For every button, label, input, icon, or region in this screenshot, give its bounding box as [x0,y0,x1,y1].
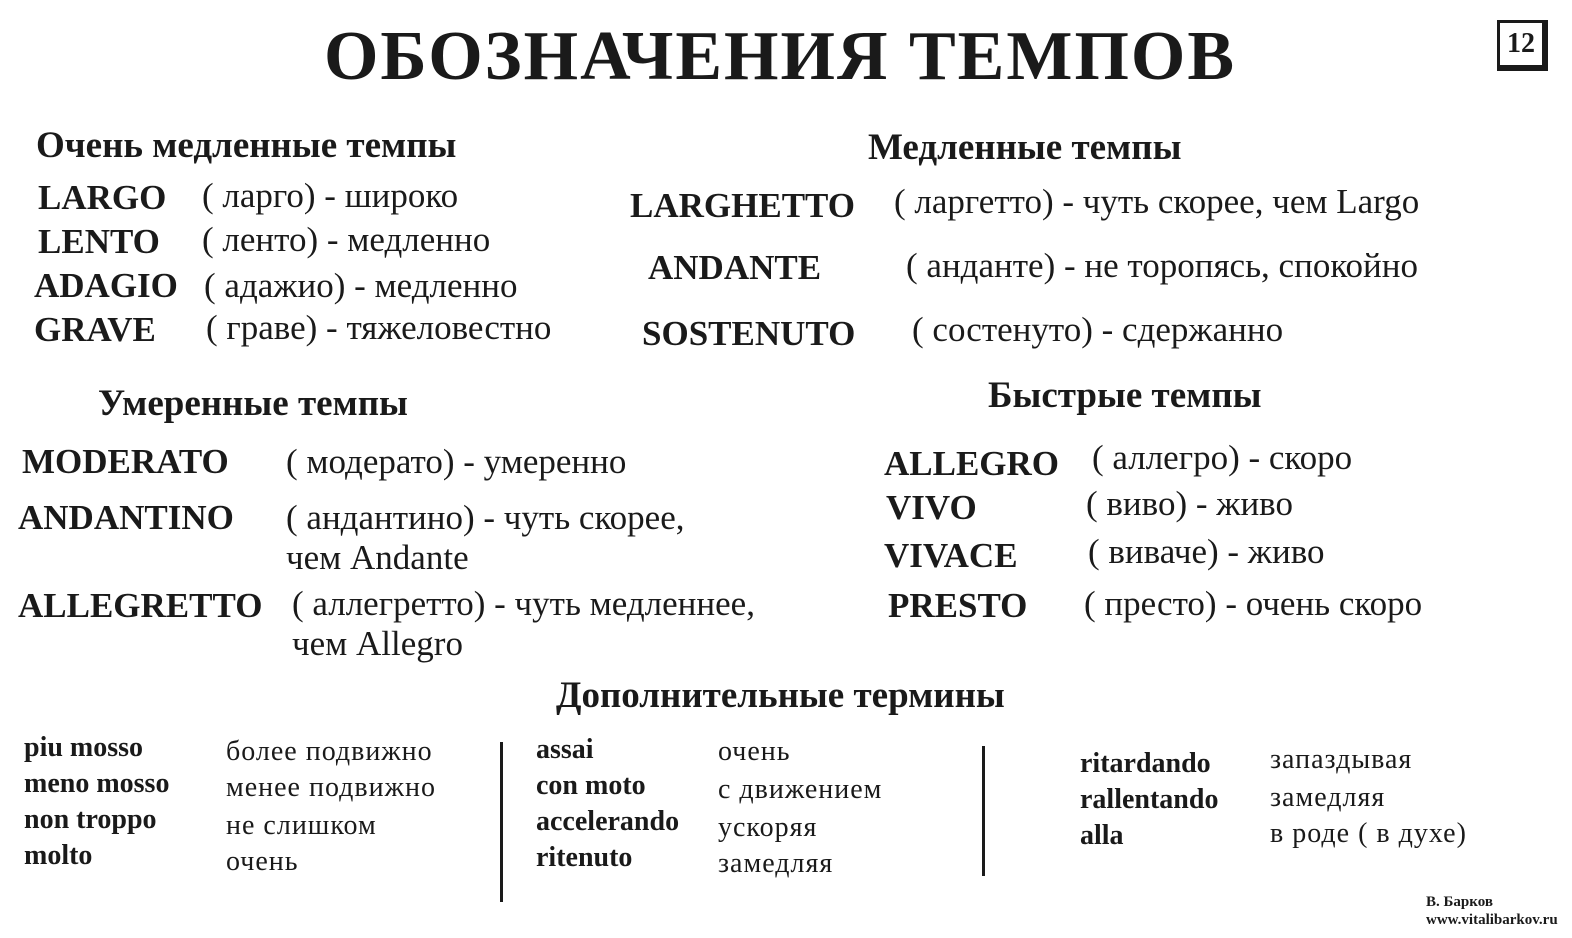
term-presto: PRESTO [888,586,1028,625]
term-moderato: MODERATO [22,442,229,481]
desc-allegro: ( аллегро) - скоро [1092,438,1353,477]
term-largo: LARGO [38,178,167,217]
desc-grave: ( граве) - тяжеловестно [206,308,552,347]
term-grave: GRAVE [34,310,156,349]
term-allegretto: ALLEGRETTO [18,586,263,625]
term-larghetto: LARGHETTO [630,186,855,225]
column-divider [982,746,985,876]
desc-largo: ( ларго) - широко [202,176,459,215]
term-meno-mosso: meno mosso [24,768,170,799]
desc-non-troppo: не слишком [226,810,377,841]
desc-andante: ( анданте) - не торопясь, спокойно [906,246,1419,285]
desc-sostenuto: ( состенуто) - сдержанно [912,310,1284,349]
desc-larghetto: ( ларгетто) - чуть скорее, чем Largo [894,182,1420,221]
slow-heading: Медленные темпы [868,127,1182,168]
additional-heading: Дополнительные термины [556,675,1005,716]
term-andante: ANDANTE [648,248,822,287]
desc-adagio: ( адажио) - медленно [204,266,518,305]
term-andantino: ANDANTINO [18,498,234,537]
desc-allegretto: ( аллегретто) - чуть медленнее, [292,584,755,623]
term-con-moto: con moto [536,770,646,801]
desc-piu-mosso: более подвижно [226,736,433,767]
desc-rallentando: замедляя [1270,782,1386,813]
desc-vivace: ( виваче) - живо [1088,532,1325,571]
term-alla: alla [1080,820,1124,851]
term-ritardando: ritardando [1080,748,1211,779]
credit-author: В. Барков [1426,894,1493,910]
term-accelerando: accelerando [536,806,680,837]
moderate-heading: Умеренные темпы [98,383,408,424]
desc-ritenuto: замедляя [718,848,834,879]
page-title: ОБОЗНАЧЕНИЯ ТЕМПОВ [323,18,1237,95]
desc-ritardando: запаздывая [1270,744,1413,775]
term-vivo: VIVO [886,488,977,527]
term-sostenuto: SOSTENUTO [642,314,856,353]
term-adagio: ADAGIO [34,266,178,305]
term-non-troppo: non troppo [24,804,157,835]
desc-assai: очень [718,736,791,767]
column-divider [500,742,503,902]
desc-vivo: ( виво) - живо [1086,484,1293,523]
term-assai: assai [536,734,594,765]
page-number-badge: 12 [1497,20,1548,71]
desc-andantino: ( андантино) - чуть скорее, [286,498,685,537]
desc-molto: очень [226,846,299,877]
credit-site: www.vitalibarkov.ru [1426,912,1558,928]
fast-heading: Быстрые темпы [988,375,1262,416]
term-rallentando: rallentando [1080,784,1219,815]
term-piu-mosso: piu mosso [24,732,144,763]
term-ritenuto: ritenuto [536,842,633,873]
term-vivace: VIVACE [884,536,1018,575]
desc-alla: в роде ( в духе) [1270,818,1467,849]
desc-lento: ( ленто) - медленно [202,220,491,259]
desc-con-moto: с движением [718,774,883,805]
desc-presto: ( престо) - очень скоро [1084,584,1423,623]
desc-moderato: ( модерато) - умеренно [286,442,627,481]
very-slow-heading: Очень медленные темпы [36,125,457,166]
desc-meno-mosso: менее подвижно [226,772,436,803]
term-lento: LENTO [38,222,160,261]
term-molto: molto [24,840,93,871]
desc-allegretto-cont: чем Allegro [292,624,463,663]
desc-accelerando: ускоряя [718,812,818,843]
desc-andantino-cont: чем Andante [286,538,469,577]
term-allegro: ALLEGRO [884,444,1060,483]
